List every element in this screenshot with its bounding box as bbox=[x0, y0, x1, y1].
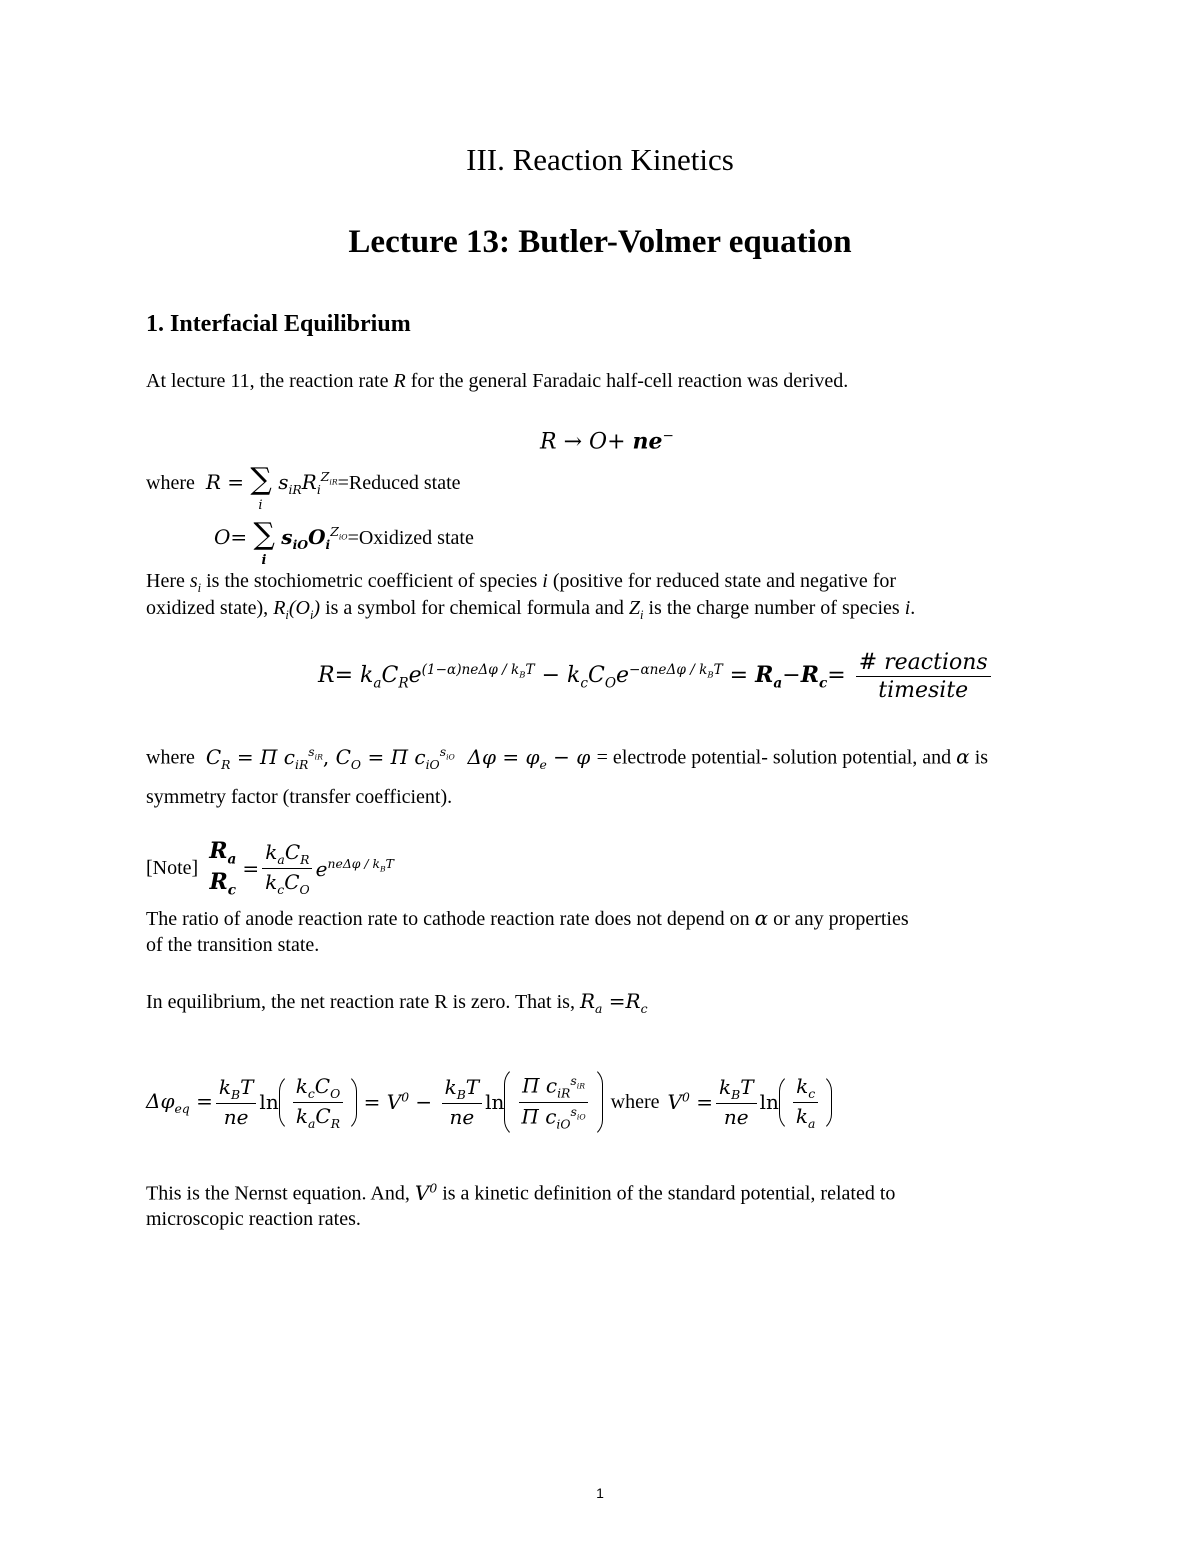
nernst-paragraph-line-2: microscopic reaction rates. bbox=[146, 1208, 361, 1230]
note-label: [Note] bbox=[146, 856, 199, 879]
page-number: 1 bbox=[596, 1485, 604, 1501]
intro-paragraph bbox=[146, 370, 848, 393]
note-equation: [Note] $R_a$ $R_c$ = $\frac{k_aC_R}{k_cC_O}$ $e^{ne\Delta\varphi / k_BT}$ bbox=[146, 838, 394, 899]
species-paragraph-line-2: oxidized state), $R_i(O_i)$ is a symbol for chemical formula and $Z_i$ is the charge number of species i. bbox=[146, 597, 916, 622]
nernst-paragraph-line-1: This is the Nernst equation. And, $V^0$ is a kinetic definition of the standard potential, related to bbox=[146, 1180, 896, 1205]
reaction-equation: R → O+ ne− bbox=[540, 428, 674, 455]
rate-equation: $R= k_aC_Re^{(1-\alpha)ne\Delta\varphi / k_BT} - k_cC_Oe^{-\alpha ne\Delta\varphi / k_BT} = R_a-R_c=$ $\frac{\text{\# reactions}}{\text{timesite}}$ bbox=[318, 650, 994, 703]
intro-text-start: At lecture 11, the reaction rate bbox=[146, 370, 394, 392]
where-label: where bbox=[146, 472, 195, 494]
reduced-state-definition: where R = ∑ i $s_{iR}R_i^{Z_{iR}}=Reduced$ state bbox=[146, 462, 461, 513]
oxidized-state-definition: O= ∑ i $s_{iO}O_i^{Z_{iO}}=Oxidized$ state bbox=[214, 517, 474, 568]
sum-symbol: ∑ i bbox=[253, 517, 275, 568]
intro-text-end: for the general Faradaic half-cell reaction was derived. bbox=[405, 370, 849, 392]
lecture-title: Lecture 13: Butler-Volmer equation bbox=[348, 224, 852, 260]
symmetry-factor-line: symmetry factor (transfer coefficient). bbox=[146, 786, 453, 808]
sum-symbol: ∑ i bbox=[250, 462, 272, 513]
equilibrium-paragraph: In equilibrium, the net reaction rate R is zero. That is, $R_a =R_c$ bbox=[146, 989, 648, 1016]
section-title: 1. Interfacial Equilibrium bbox=[146, 311, 411, 337]
nernst-equation: $\Delta\varphi_{eq}$ = $\frac{k_BT}{ne}$ ln $\frac{k_cC_O}{k_aC_R}$ = $V^0$ − $\frac{k_BT}{ne}$ ln $\frac{\Pi c_{iR}^{s_{iR}}}{\Pi c_{iO}^{s_{iO}}}$ where $V^0$ = $\frac{k_BT}{ne}$ ln $\frac{k_c}{k_a}$ bbox=[146, 1066, 832, 1138]
reactions-fraction: $\frac{\text{\# reactions}}{\text{timesite}}$ bbox=[856, 650, 991, 703]
part-title: III. Reaction Kinetics bbox=[466, 142, 734, 177]
species-paragraph-line-1: Here $s_i$ is the stochiometric coefficient of species i (positive for reduced state and negative for bbox=[146, 570, 897, 595]
ratio-paragraph-line-1: The ratio of anode reaction rate to cathode reaction rate does not depend on α or any properties bbox=[146, 906, 909, 930]
concentration-definition: where $C_R = \Pi$ $c_{iR}^{s_{iR}}$, $C_O = \Pi$ $c_{iO}^{s_{iO}}$ $\Delta\varphi = \varphi_e - \varphi$ = electrode potential- solution potential, and α is bbox=[146, 744, 989, 772]
intro-variable: R bbox=[393, 370, 406, 392]
reduced-state-label: =Reduced state bbox=[337, 472, 461, 494]
ratio-paragraph-line-2: of the transition state. bbox=[146, 934, 320, 956]
oxidized-state-label: =Oxidized state bbox=[347, 527, 474, 549]
